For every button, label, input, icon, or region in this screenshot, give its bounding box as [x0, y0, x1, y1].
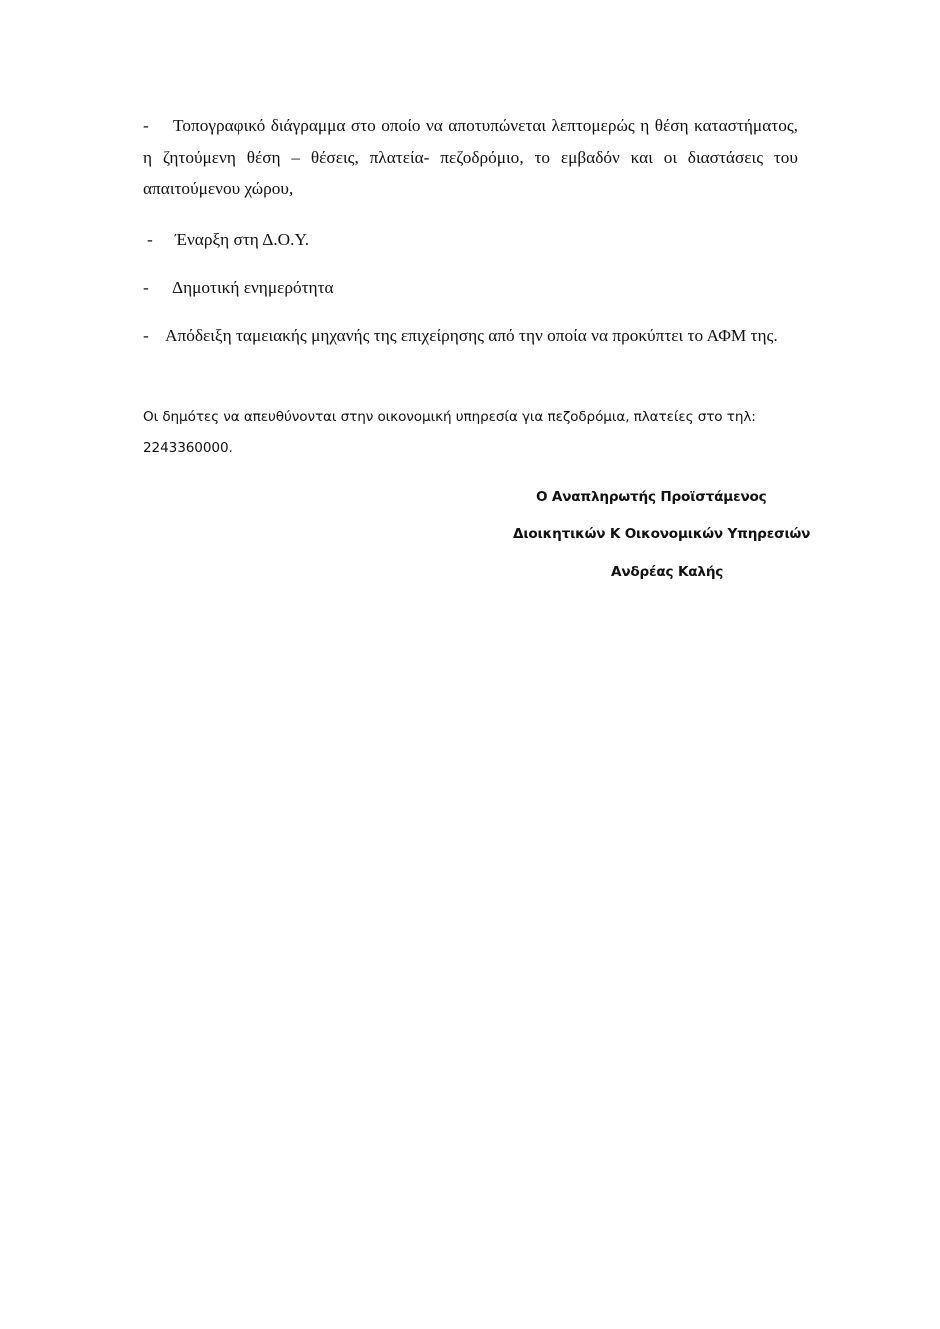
signature-title-line1: Ο Αναπληρωτής Προϊστάμενος: [536, 489, 767, 505]
requirement-text: Απόδειξη ταμειακής μηχανής της επιχείρησης από την οποία να προκύπτει το ΑΦΜ της.: [165, 326, 778, 345]
requirement-text: Δημοτική ενημερότητα: [172, 278, 334, 297]
requirement-text: Έναρξη στη Δ.Ο.Υ.: [175, 230, 310, 249]
list-dash: -: [143, 326, 149, 345]
contact-note: Οι δημότες να απευθύνονται στην οικονομική υπηρεσία για πεζοδρόμια, πλατείες στο τηλ: 2243360000.: [143, 409, 756, 456]
requirement-text: Τοπογραφικό διάγραμμα στο οποίο να αποτυπώνεται λεπτομερώς η θέση καταστήματος, η ζητούμενη θέση – θέσεις, πλατεία- πεζοδρόμιο, το εμβαδόν και οι διαστάσεις του απαιτούμενου χώρου,: [143, 116, 798, 198]
signature-name: Ανδρέας Καλής: [611, 564, 724, 580]
requirement-topographic-diagram: [143, 110, 798, 205]
list-dash: -: [147, 230, 153, 249]
requirement-tax-office-registration: [143, 224, 798, 256]
requirement-cash-register-receipt: [143, 320, 798, 352]
signature-title-line2: Διοικητικών Κ Οικονομικών Υπηρεσιών: [513, 526, 811, 542]
list-dash: -: [143, 278, 149, 297]
requirement-municipal-clearance: [143, 272, 798, 304]
list-dash: -: [143, 116, 149, 135]
